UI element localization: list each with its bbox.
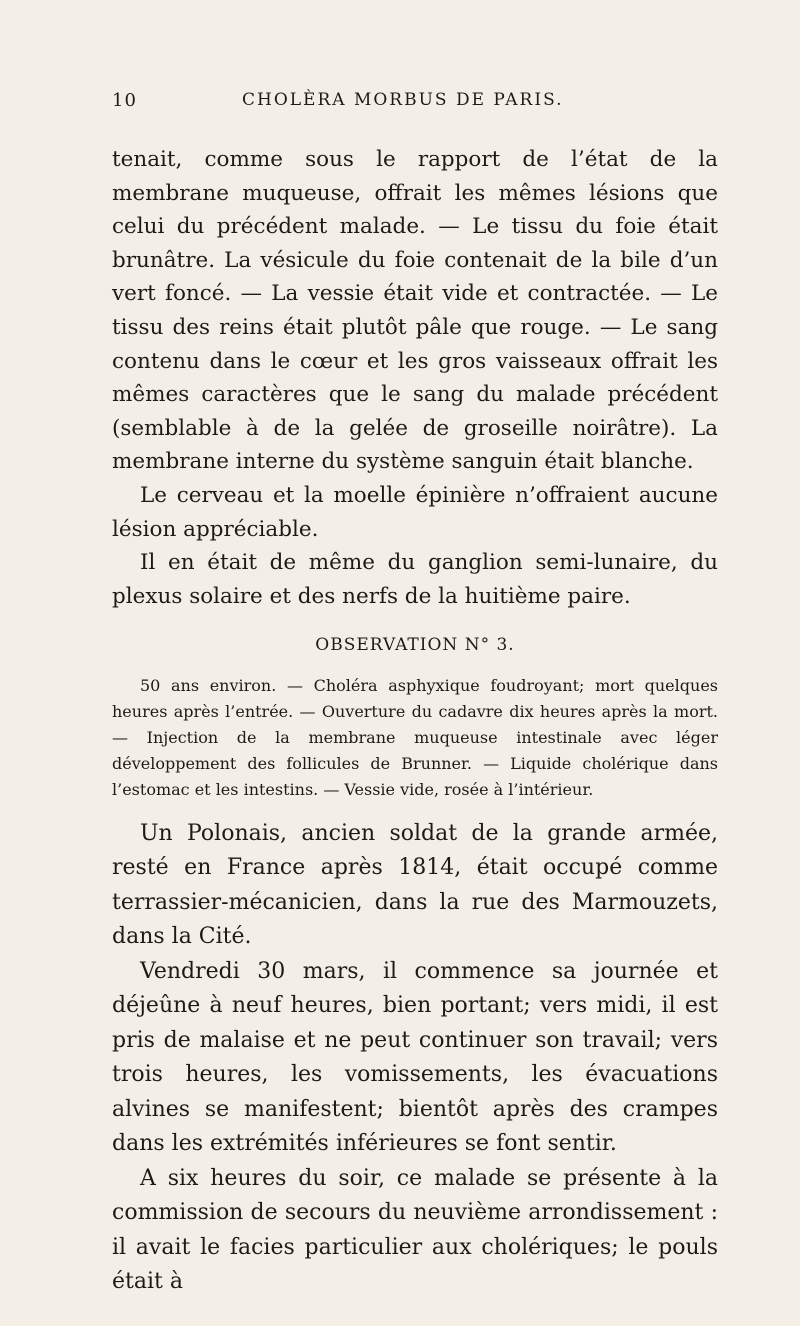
- observation-title: OBSERVATION N° 3.: [315, 635, 515, 656]
- running-title: CHOLÈRA MORBUS DE PARIS.: [242, 90, 564, 110]
- paragraph-onset: Vendredi 30 mars, il commence sa journée et déjeûne à neuf heures, bien portant; vers midi, il est pris de malaise et ne peut continuer son travail; vers trois heures, les vomissements, les évacuations alvines se manifestent; bientôt après des crampes dans les extrémités inférieures se font sentir.: [112, 958, 718, 1157]
- body-text: [112, 143, 718, 1300]
- running-head: [112, 90, 692, 116]
- paragraph-autopsy-continued: tenait, comme sous le rapport de l’état de la membrane muqueuse, offrait les mêmes lésions que celui du précédent malade. — Le tissu du foie était brunâtre. La vésicule du foie contenait de la bile d’un vert foncé. — La vessie était vide et contractée. — Le tissu des reins était plutôt pâle que rouge. — Le sang contenu dans le cœur et les gros vaisseaux offrait les mêmes caractères que le sang du malade précédent (semblable à de la gelée de groseille noirâtre). La membrane interne du système sanguin était blanche.: [112, 147, 718, 475]
- observation-summary: 50 ans environ. — Choléra asphyxique foudroyant; mort quelques heures après l’entrée. — Ouverture du cadavre dix heures après la mort. — Injection de la membrane muqueuse intestinale avec léger développement des follicules de Brunner. — Liquide cholérique dans l’estomac et les intestins. — Vessie vide, rosée à l’intérieur.: [112, 675, 718, 799]
- paragraph-brain: Le cerveau et la moelle épinière n’offraient aucune lésion appréciable.: [112, 482, 718, 542]
- paragraph-commission: A six heures du soir, ce malade se présente à la commission de secours du neuvième arrondissement : il avait le facies particulier aux cholériques; le pouls était à: [112, 1165, 718, 1295]
- paragraph-ganglion: Il en était de même du ganglion semi-lunaire, du plexus solaire et des nerfs de la huitième paire.: [112, 550, 718, 609]
- page-number: 10: [112, 90, 137, 111]
- paragraph-patient: Un Polonais, ancien soldat de la grande armée, resté en France après 1814, était occupé comme terrassier-mécanicien, dans la rue des Marmouzets, dans la Cité.: [112, 820, 718, 950]
